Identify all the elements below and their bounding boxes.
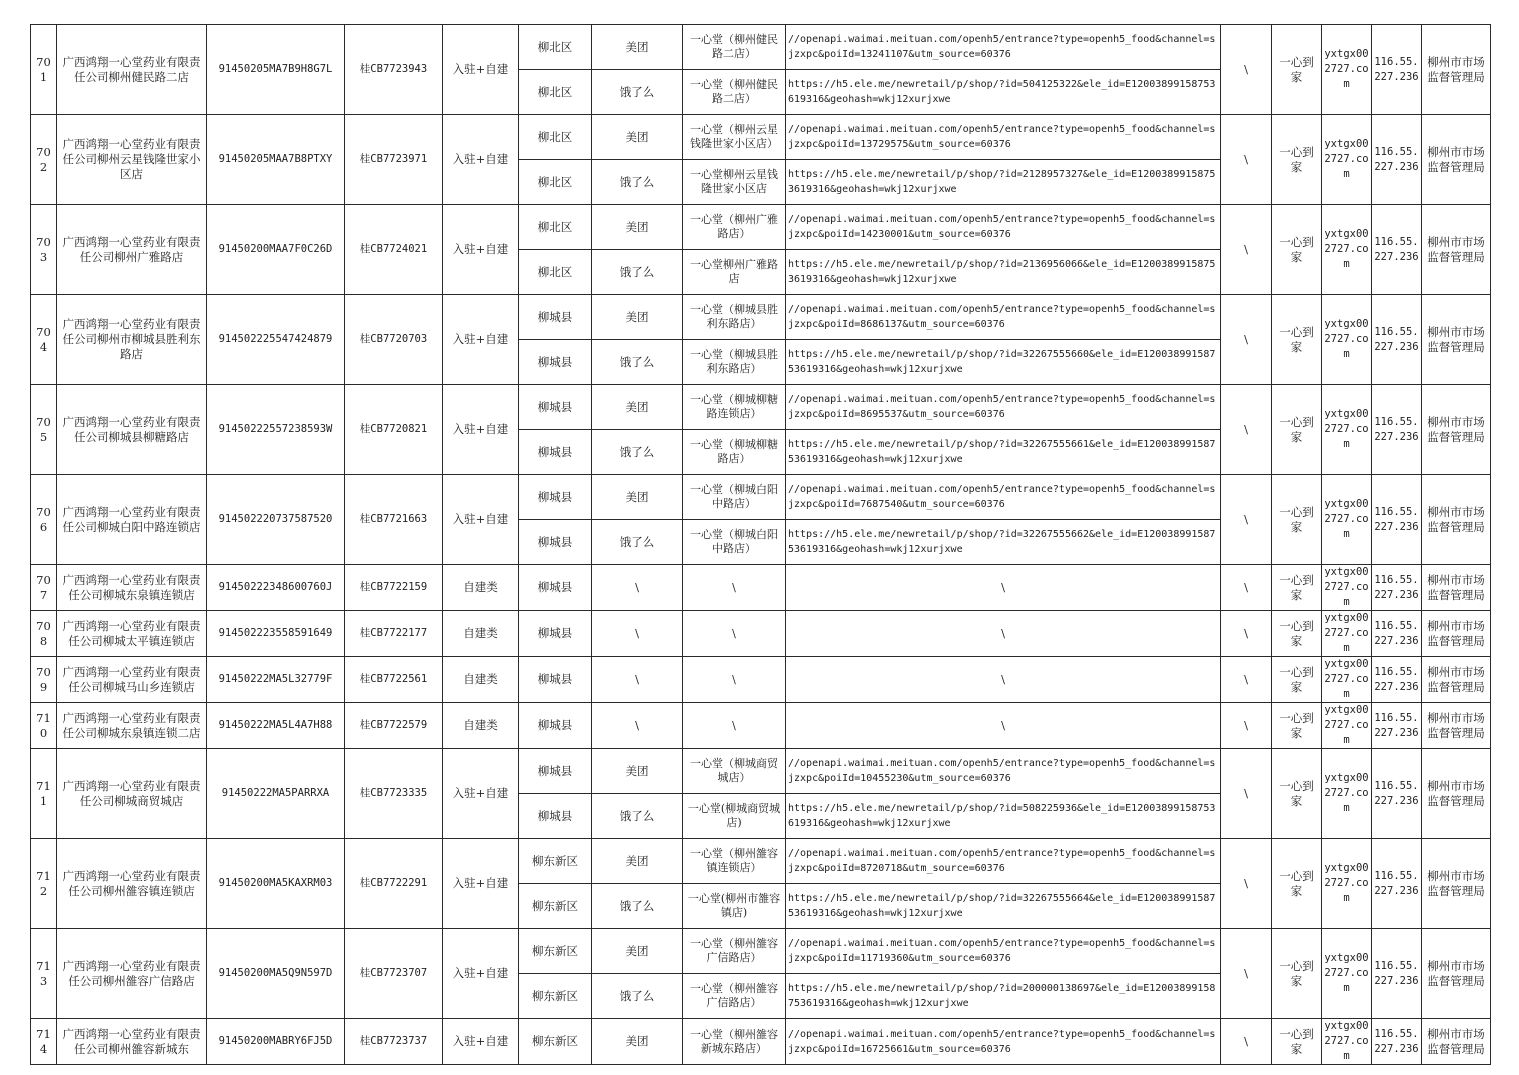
store-name: 一心堂（柳城县胜利东路店） xyxy=(683,340,786,385)
store-url: https://h5.ele.me/newretail/p/shop/?id=32267555662&ele_id=E12003899158753619316&geohash=wkj12xurjxwe xyxy=(786,520,1221,565)
license-number: 桂CB7723737 xyxy=(345,1019,443,1065)
app-name: 一心到家 xyxy=(1272,205,1322,295)
app-name: 一心到家 xyxy=(1272,385,1322,475)
credit-code: 91450205MAA7B8PTXY xyxy=(207,115,345,205)
service-type: 入驻+自建 xyxy=(443,295,519,385)
store-name: \ xyxy=(683,703,786,749)
authority: 柳州市市场监督管理局 xyxy=(1422,1019,1491,1065)
self-built-slash: \ xyxy=(1221,565,1272,611)
district: 柳城县 xyxy=(519,520,592,565)
self-built-slash: \ xyxy=(1221,205,1272,295)
table-row xyxy=(31,385,1491,430)
platform: 饿了么 xyxy=(592,520,683,565)
store-url: \ xyxy=(786,611,1221,657)
store-url: //openapi.waimai.meituan.com/openh5/entrance?type=openh5_food&channel=sjzxpc&poiId=7687540&utm_source=60376 xyxy=(786,475,1221,520)
district: 柳北区 xyxy=(519,250,592,295)
company-name: 广西鸿翔一心堂药业有限责任公司柳州雒容新城东 xyxy=(57,1019,207,1065)
store-name: 一心堂柳州广雅路店 xyxy=(683,250,786,295)
service-type: 入驻+自建 xyxy=(443,749,519,839)
district: 柳城县 xyxy=(519,657,592,703)
store-url: //openapi.waimai.meituan.com/openh5/entrance?type=openh5_food&channel=sjzxpc&poiId=11719360&utm_source=60376 xyxy=(786,929,1221,974)
row-number: 711 xyxy=(31,749,57,839)
store-name: \ xyxy=(683,657,786,703)
self-built-slash: \ xyxy=(1221,657,1272,703)
store-name: \ xyxy=(683,565,786,611)
company-name: 广西鸿翔一心堂药业有限责任公司柳州云星钱隆世家小区店 xyxy=(57,115,207,205)
domain: yxtgx002727.com xyxy=(1322,657,1372,703)
district: 柳城县 xyxy=(519,749,592,794)
service-type: 入驻+自建 xyxy=(443,385,519,475)
domain: yxtgx002727.com xyxy=(1322,295,1372,385)
company-name: 广西鸿翔一心堂药业有限责任公司柳州雒容镇连锁店 xyxy=(57,839,207,929)
license-number: 桂CB7723335 xyxy=(345,749,443,839)
row-number: 712 xyxy=(31,839,57,929)
row-number: 714 xyxy=(31,1019,57,1065)
credit-code: 91450222348600760J xyxy=(207,565,345,611)
company-name: 广西鸿翔一心堂药业有限责任公司柳城白阳中路连锁店 xyxy=(57,475,207,565)
store-url: https://h5.ele.me/newretail/p/shop/?id=32267555664&ele_id=E12003899158753619316&geohash=wkj12xurjxwe xyxy=(786,884,1221,929)
company-name: 广西鸿翔一心堂药业有限责任公司柳州广雅路店 xyxy=(57,205,207,295)
self-built-slash: \ xyxy=(1221,749,1272,839)
app-name: 一心到家 xyxy=(1272,929,1322,1019)
ip-address: 116.55.227.236 xyxy=(1372,839,1422,929)
ip-address: 116.55.227.236 xyxy=(1372,657,1422,703)
company-name: 广西鸿翔一心堂药业有限责任公司柳城商贸城店 xyxy=(57,749,207,839)
domain: yxtgx002727.com xyxy=(1322,839,1372,929)
ip-address: 116.55.227.236 xyxy=(1372,475,1422,565)
row-number: 704 xyxy=(31,295,57,385)
district: 柳城县 xyxy=(519,385,592,430)
row-number: 709 xyxy=(31,657,57,703)
table-row xyxy=(31,205,1491,250)
store-url: \ xyxy=(786,657,1221,703)
self-built-slash: \ xyxy=(1221,929,1272,1019)
row-number: 708 xyxy=(31,611,57,657)
service-type: 入驻+自建 xyxy=(443,115,519,205)
store-url: //openapi.waimai.meituan.com/openh5/entrance?type=openh5_food&channel=sjzxpc&poiId=16725661&utm_source=60376 xyxy=(786,1019,1221,1065)
domain: yxtgx002727.com xyxy=(1322,749,1372,839)
row-number: 713 xyxy=(31,929,57,1019)
ip-address: 116.55.227.236 xyxy=(1372,295,1422,385)
district: 柳东新区 xyxy=(519,884,592,929)
store-name: 一心堂（柳州雒容广信路店） xyxy=(683,929,786,974)
ip-address: 116.55.227.236 xyxy=(1372,1019,1422,1065)
self-built-slash: \ xyxy=(1221,839,1272,929)
platform: 美团 xyxy=(592,475,683,520)
store-url: \ xyxy=(786,565,1221,611)
domain: yxtgx002727.com xyxy=(1322,611,1372,657)
app-name: 一心到家 xyxy=(1272,25,1322,115)
platform: 饿了么 xyxy=(592,250,683,295)
store-url: https://h5.ele.me/newretail/p/shop/?id=2136956066&ele_id=E12003899158753619316&geohash=wkj12xurjxwe xyxy=(786,250,1221,295)
store-name: 一心堂（柳州雒容镇连锁店） xyxy=(683,839,786,884)
authority: 柳州市市场监督管理局 xyxy=(1422,475,1491,565)
district: 柳城县 xyxy=(519,794,592,839)
store-name: 一心堂（柳城柳糖路店） xyxy=(683,430,786,475)
license-number: 桂CB7720703 xyxy=(345,295,443,385)
credit-code: 914502223558591649 xyxy=(207,611,345,657)
domain: yxtgx002727.com xyxy=(1322,703,1372,749)
table-row xyxy=(31,25,1491,70)
district: 柳城县 xyxy=(519,430,592,475)
platform: 饿了么 xyxy=(592,794,683,839)
domain: yxtgx002727.com xyxy=(1322,565,1372,611)
platform: 饿了么 xyxy=(592,70,683,115)
platform: 饿了么 xyxy=(592,884,683,929)
license-number: 桂CB7720821 xyxy=(345,385,443,475)
credit-code: 91450200MAA7F0C26D xyxy=(207,205,345,295)
authority: 柳州市市场监督管理局 xyxy=(1422,295,1491,385)
store-name: 一心堂（柳州健民路二店） xyxy=(683,70,786,115)
row-number: 706 xyxy=(31,475,57,565)
table-row xyxy=(31,929,1491,974)
app-name: 一心到家 xyxy=(1272,749,1322,839)
app-name: 一心到家 xyxy=(1272,475,1322,565)
service-type: 入驻+自建 xyxy=(443,839,519,929)
app-name: 一心到家 xyxy=(1272,115,1322,205)
platform: 美团 xyxy=(592,1019,683,1065)
license-number: 桂CB7724021 xyxy=(345,205,443,295)
license-number: 桂CB7722159 xyxy=(345,565,443,611)
domain: yxtgx002727.com xyxy=(1322,205,1372,295)
district: 柳北区 xyxy=(519,25,592,70)
domain: yxtgx002727.com xyxy=(1322,475,1372,565)
platform: 美团 xyxy=(592,205,683,250)
table-row xyxy=(31,749,1491,794)
company-name: 广西鸿翔一心堂药业有限责任公司柳城东泉镇连锁二店 xyxy=(57,703,207,749)
service-type: 自建类 xyxy=(443,703,519,749)
table-row xyxy=(31,475,1491,520)
service-type: 入驻+自建 xyxy=(443,25,519,115)
store-name: 一心堂(柳州市雒容镇店) xyxy=(683,884,786,929)
store-name: \ xyxy=(683,611,786,657)
platform: 美团 xyxy=(592,929,683,974)
ip-address: 116.55.227.236 xyxy=(1372,611,1422,657)
row-number: 705 xyxy=(31,385,57,475)
district: 柳城县 xyxy=(519,295,592,340)
row-number: 707 xyxy=(31,565,57,611)
authority: 柳州市市场监督管理局 xyxy=(1422,929,1491,1019)
table-row xyxy=(31,1019,1491,1065)
authority: 柳州市市场监督管理局 xyxy=(1422,657,1491,703)
store-name: 一心堂（柳城县胜利东路店） xyxy=(683,295,786,340)
store-url: //openapi.waimai.meituan.com/openh5/entrance?type=openh5_food&channel=sjzxpc&poiId=10455230&utm_source=60376 xyxy=(786,749,1221,794)
district: 柳北区 xyxy=(519,160,592,205)
domain: yxtgx002727.com xyxy=(1322,25,1372,115)
store-url: https://h5.ele.me/newretail/p/shop/?id=32267555661&ele_id=E12003899158753619316&geohash=wkj12xurjxwe xyxy=(786,430,1221,475)
license-number: 桂CB7722579 xyxy=(345,703,443,749)
district: 柳东新区 xyxy=(519,1019,592,1065)
ip-address: 116.55.227.236 xyxy=(1372,115,1422,205)
service-type: 自建类 xyxy=(443,565,519,611)
service-type: 入驻+自建 xyxy=(443,1019,519,1065)
district: 柳城县 xyxy=(519,475,592,520)
platform: \ xyxy=(592,657,683,703)
credit-code: 91450222MA5L32779F xyxy=(207,657,345,703)
ip-address: 116.55.227.236 xyxy=(1372,929,1422,1019)
store-url: https://h5.ele.me/newretail/p/shop/?id=200000138697&ele_id=E12003899158753619316&geohash=wkj12xurjxwe xyxy=(786,974,1221,1019)
credit-code: 91450222557238593W xyxy=(207,385,345,475)
store-name: 一心堂（柳州健民路二店） xyxy=(683,25,786,70)
ip-address: 116.55.227.236 xyxy=(1372,565,1422,611)
app-name: 一心到家 xyxy=(1272,657,1322,703)
license-number: 桂CB7723971 xyxy=(345,115,443,205)
company-name: 广西鸿翔一心堂药业有限责任公司柳城马山乡连锁店 xyxy=(57,657,207,703)
pharmacy-registry-sheet xyxy=(30,24,1490,1062)
company-name: 广西鸿翔一心堂药业有限责任公司柳城县柳糖路店 xyxy=(57,385,207,475)
platform: \ xyxy=(592,611,683,657)
service-type: 自建类 xyxy=(443,657,519,703)
platform: 美团 xyxy=(592,25,683,70)
authority: 柳州市市场监督管理局 xyxy=(1422,115,1491,205)
self-built-slash: \ xyxy=(1221,1019,1272,1065)
service-type: 入驻+自建 xyxy=(443,205,519,295)
district: 柳城县 xyxy=(519,340,592,385)
store-name: 一心堂柳州云星钱隆世家小区店 xyxy=(683,160,786,205)
table-row xyxy=(31,565,1491,611)
ip-address: 116.55.227.236 xyxy=(1372,749,1422,839)
license-number: 桂CB7722561 xyxy=(345,657,443,703)
district: 柳北区 xyxy=(519,70,592,115)
table-row xyxy=(31,657,1491,703)
store-name: 一心堂（柳州雒容新城东路店） xyxy=(683,1019,786,1065)
company-name: 广西鸿翔一心堂药业有限责任公司柳州雒容广信路店 xyxy=(57,929,207,1019)
store-name: 一心堂（柳城白阳中路店） xyxy=(683,520,786,565)
authority: 柳州市市场监督管理局 xyxy=(1422,25,1491,115)
self-built-slash: \ xyxy=(1221,295,1272,385)
platform: 饿了么 xyxy=(592,430,683,475)
store-url: https://h5.ele.me/newretail/p/shop/?id=32267555660&ele_id=E12003899158753619316&geohash=wkj12xurjxwe xyxy=(786,340,1221,385)
store-url: //openapi.waimai.meituan.com/openh5/entrance?type=openh5_food&channel=sjzxpc&poiId=13729575&utm_source=60376 xyxy=(786,115,1221,160)
ip-address: 116.55.227.236 xyxy=(1372,25,1422,115)
authority: 柳州市市场监督管理局 xyxy=(1422,205,1491,295)
store-name: 一心堂（柳州雒容广信路店） xyxy=(683,974,786,1019)
domain: yxtgx002727.com xyxy=(1322,115,1372,205)
platform: 美团 xyxy=(592,749,683,794)
ip-address: 116.55.227.236 xyxy=(1372,205,1422,295)
credit-code: 914502225547424879 xyxy=(207,295,345,385)
self-built-slash: \ xyxy=(1221,475,1272,565)
ip-address: 116.55.227.236 xyxy=(1372,385,1422,475)
platform: 美团 xyxy=(592,385,683,430)
district: 柳东新区 xyxy=(519,974,592,1019)
table-row xyxy=(31,839,1491,884)
credit-code: 91450205MA7B9H8G7L xyxy=(207,25,345,115)
authority: 柳州市市场监督管理局 xyxy=(1422,839,1491,929)
row-number: 701 xyxy=(31,25,57,115)
store-name: 一心堂（柳城柳糖路连锁店） xyxy=(683,385,786,430)
app-name: 一心到家 xyxy=(1272,611,1322,657)
platform: 美团 xyxy=(592,839,683,884)
row-number: 703 xyxy=(31,205,57,295)
table-row xyxy=(31,295,1491,340)
table-row xyxy=(31,115,1491,160)
district: 柳城县 xyxy=(519,565,592,611)
app-name: 一心到家 xyxy=(1272,295,1322,385)
district: 柳北区 xyxy=(519,205,592,250)
store-name: 一心堂（柳州云星钱隆世家小区店） xyxy=(683,115,786,160)
license-number: 桂CB7721663 xyxy=(345,475,443,565)
store-url: https://h5.ele.me/newretail/p/shop/?id=2128957327&ele_id=E12003899158753619316&geohash=wkj12xurjxwe xyxy=(786,160,1221,205)
store-url: https://h5.ele.me/newretail/p/shop/?id=508225936&ele_id=E12003899158753619316&geohash=wkj12xurjxwe xyxy=(786,794,1221,839)
row-number: 710 xyxy=(31,703,57,749)
platform: 美团 xyxy=(592,295,683,340)
credit-code: 914502220737587520 xyxy=(207,475,345,565)
service-type: 入驻+自建 xyxy=(443,475,519,565)
credit-code: 91450200MABRY6FJ5D xyxy=(207,1019,345,1065)
authority: 柳州市市场监督管理局 xyxy=(1422,611,1491,657)
company-name: 广西鸿翔一心堂药业有限责任公司柳城太平镇连锁店 xyxy=(57,611,207,657)
credit-code: 91450222MA5L4A7H88 xyxy=(207,703,345,749)
district: 柳东新区 xyxy=(519,839,592,884)
table-row xyxy=(31,611,1491,657)
district: 柳东新区 xyxy=(519,929,592,974)
license-number: 桂CB7722177 xyxy=(345,611,443,657)
platform: 饿了么 xyxy=(592,974,683,1019)
authority: 柳州市市场监督管理局 xyxy=(1422,385,1491,475)
self-built-slash: \ xyxy=(1221,611,1272,657)
authority: 柳州市市场监督管理局 xyxy=(1422,749,1491,839)
store-name: 一心堂（柳城白阳中路店） xyxy=(683,475,786,520)
platform: 美团 xyxy=(592,115,683,160)
credit-code: 91450200MA5Q9N597D xyxy=(207,929,345,1019)
store-name: 一心堂（柳城商贸城店） xyxy=(683,749,786,794)
app-name: 一心到家 xyxy=(1272,703,1322,749)
store-url: //openapi.waimai.meituan.com/openh5/entrance?type=openh5_food&channel=sjzxpc&poiId=8695537&utm_source=60376 xyxy=(786,385,1221,430)
license-number: 桂CB7723943 xyxy=(345,25,443,115)
store-name: 一心堂(柳城商贸城店) xyxy=(683,794,786,839)
app-name: 一心到家 xyxy=(1272,565,1322,611)
company-name: 广西鸿翔一心堂药业有限责任公司柳州市柳城县胜利东路店 xyxy=(57,295,207,385)
credit-code: 91450200MA5KAXRM03 xyxy=(207,839,345,929)
self-built-slash: \ xyxy=(1221,703,1272,749)
pharmacy-registry-table xyxy=(30,24,1491,1065)
store-name: 一心堂（柳州广雅路店） xyxy=(683,205,786,250)
company-name: 广西鸿翔一心堂药业有限责任公司柳城东泉镇连锁店 xyxy=(57,565,207,611)
platform: 饿了么 xyxy=(592,340,683,385)
table-body xyxy=(31,25,1491,1065)
store-url: https://h5.ele.me/newretail/p/shop/?id=504125322&ele_id=E12003899158753619316&geohash=wkj12xurjxwe xyxy=(786,70,1221,115)
self-built-slash: \ xyxy=(1221,115,1272,205)
service-type: 自建类 xyxy=(443,611,519,657)
table-row xyxy=(31,703,1491,749)
store-url: //openapi.waimai.meituan.com/openh5/entrance?type=openh5_food&channel=sjzxpc&poiId=13241107&utm_source=60376 xyxy=(786,25,1221,70)
district: 柳北区 xyxy=(519,115,592,160)
app-name: 一心到家 xyxy=(1272,839,1322,929)
app-name: 一心到家 xyxy=(1272,1019,1322,1065)
district: 柳城县 xyxy=(519,611,592,657)
authority: 柳州市市场监督管理局 xyxy=(1422,565,1491,611)
store-url: //openapi.waimai.meituan.com/openh5/entrance?type=openh5_food&channel=sjzxpc&poiId=14230001&utm_source=60376 xyxy=(786,205,1221,250)
store-url: \ xyxy=(786,703,1221,749)
authority: 柳州市市场监督管理局 xyxy=(1422,703,1491,749)
service-type: 入驻+自建 xyxy=(443,929,519,1019)
platform: 饿了么 xyxy=(592,160,683,205)
ip-address: 116.55.227.236 xyxy=(1372,703,1422,749)
store-url: //openapi.waimai.meituan.com/openh5/entrance?type=openh5_food&channel=sjzxpc&poiId=8720718&utm_source=60376 xyxy=(786,839,1221,884)
self-built-slash: \ xyxy=(1221,25,1272,115)
platform: \ xyxy=(592,703,683,749)
row-number: 702 xyxy=(31,115,57,205)
domain: yxtgx002727.com xyxy=(1322,929,1372,1019)
license-number: 桂CB7722291 xyxy=(345,839,443,929)
platform: \ xyxy=(592,565,683,611)
company-name: 广西鸿翔一心堂药业有限责任公司柳州健民路二店 xyxy=(57,25,207,115)
domain: yxtgx002727.com xyxy=(1322,1019,1372,1065)
domain: yxtgx002727.com xyxy=(1322,385,1372,475)
district: 柳城县 xyxy=(519,703,592,749)
self-built-slash: \ xyxy=(1221,385,1272,475)
credit-code: 91450222MA5PARRXA xyxy=(207,749,345,839)
license-number: 桂CB7723707 xyxy=(345,929,443,1019)
store-url: //openapi.waimai.meituan.com/openh5/entrance?type=openh5_food&channel=sjzxpc&poiId=8686137&utm_source=60376 xyxy=(786,295,1221,340)
